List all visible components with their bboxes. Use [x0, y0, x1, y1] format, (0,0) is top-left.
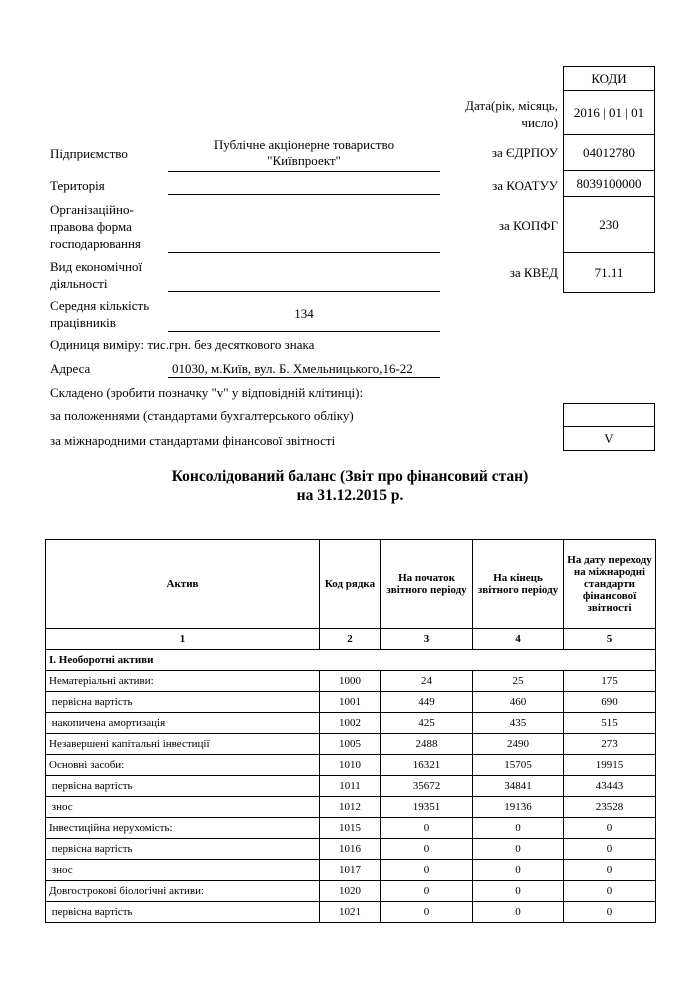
- table-row: [46, 881, 656, 902]
- row-transition-value: 273: [564, 734, 656, 755]
- staff-underline: [168, 331, 440, 332]
- koatuu-value: 8039100000: [563, 170, 655, 197]
- edrpou-value: 04012780: [563, 134, 655, 171]
- koatuu-label: за КОАТУУ: [492, 178, 558, 193]
- row-transition-value: 43443: [564, 776, 656, 797]
- row-name: Основні засоби:: [46, 755, 320, 776]
- row-transition-value: 23528: [564, 797, 656, 818]
- row-code: 1017: [320, 860, 381, 881]
- table-row: [46, 797, 656, 818]
- row-name: первісна вартість: [46, 776, 320, 797]
- header-code: Код рядка: [320, 540, 381, 629]
- report-date: на 31.12.2015 р.: [296, 487, 404, 504]
- table-row: [46, 818, 656, 839]
- date-value: 2016 | 01 | 01: [563, 90, 655, 135]
- row-code: 1010: [320, 755, 381, 776]
- table-row: [46, 734, 656, 755]
- table-row: [46, 776, 656, 797]
- row-start-value: 19351: [381, 797, 473, 818]
- staff-label-2: працівників: [50, 315, 116, 330]
- column-number-row: [46, 629, 656, 650]
- column-number: 2: [320, 629, 381, 650]
- territory-underline: [168, 194, 440, 195]
- row-start-value: 449: [381, 692, 473, 713]
- date-label: Дата(рік, місяць, число): [465, 98, 558, 130]
- row-name: знос: [46, 797, 320, 818]
- standards-national-checkbox[interactable]: [563, 403, 655, 427]
- header-asset: Актив: [46, 540, 320, 629]
- row-transition-value: 0: [564, 818, 656, 839]
- enterprise-label: Підприємство: [50, 146, 128, 161]
- compiled-text: Складено (зробити позначку "v" у відповідній клітинці):: [50, 385, 364, 400]
- row-code: 1002: [320, 713, 381, 734]
- address-value: 01030, м.Київ, вул. Б. Хмельницького,16-22: [172, 361, 413, 376]
- codes-header: КОДИ: [563, 66, 655, 91]
- row-start-value: 0: [381, 860, 473, 881]
- row-name: первісна вартість: [46, 902, 320, 923]
- standards-international-checkbox[interactable]: V: [563, 426, 655, 451]
- enterprise-value-line1: Публічне акціонерне товариство: [213, 137, 395, 152]
- enterprise-underline: [168, 171, 440, 172]
- standards-national-label: за положеннями (стандартами бухгалтерського обліку): [50, 408, 354, 423]
- row-name: знос: [46, 860, 320, 881]
- row-end-value: 0: [473, 881, 564, 902]
- row-end-value: 15705: [473, 755, 564, 776]
- section-row: [46, 650, 656, 671]
- staff-value: 134: [294, 306, 314, 321]
- row-end-value: 0: [473, 860, 564, 881]
- row-name: Інвестиційна нерухомість:: [46, 818, 320, 839]
- row-code: 1012: [320, 797, 381, 818]
- kved-value: 71.11: [563, 252, 655, 293]
- row-start-value: 16321: [381, 755, 473, 776]
- row-code: 1021: [320, 902, 381, 923]
- row-start-value: 0: [381, 902, 473, 923]
- row-name: Довгострокові біологічні активи:: [46, 881, 320, 902]
- row-code: 1000: [320, 671, 381, 692]
- row-end-value: 0: [473, 839, 564, 860]
- territory-label: Територія: [50, 178, 105, 193]
- staff-label-1: Середня кількість: [50, 298, 150, 313]
- row-transition-value: 0: [564, 881, 656, 902]
- standards-international-label: за міжнародними стандартами фінансової звітності: [50, 433, 336, 448]
- row-name: первісна вартість: [46, 692, 320, 713]
- row-name: Нематеріальні активи:: [46, 671, 320, 692]
- report-title: Консолідований баланс (Звіт про фінансовий стан): [171, 468, 529, 485]
- row-start-value: 2488: [381, 734, 473, 755]
- org-form-label-1: Організаційно-: [50, 202, 134, 217]
- row-code: 1005: [320, 734, 381, 755]
- row-transition-value: 0: [564, 860, 656, 881]
- row-code: 1015: [320, 818, 381, 839]
- row-start-value: 24: [381, 671, 473, 692]
- table-row: [46, 839, 656, 860]
- table-row: [46, 902, 656, 923]
- row-code: 1020: [320, 881, 381, 902]
- header-start: На початок звітного періоду: [381, 540, 473, 629]
- unit-text: Одиниця виміру: тис.грн. без десяткового знака: [50, 337, 315, 352]
- header-end: На кінець звітного періоду: [473, 540, 564, 629]
- row-end-value: 25: [473, 671, 564, 692]
- row-end-value: 0: [473, 818, 564, 839]
- column-number: 5: [564, 629, 656, 650]
- row-start-value: 0: [381, 881, 473, 902]
- table-row: [46, 860, 656, 881]
- row-start-value: 425: [381, 713, 473, 734]
- row-name: Незавершені капітальні інвестиції: [46, 734, 320, 755]
- row-code: 1016: [320, 839, 381, 860]
- row-transition-value: 0: [564, 902, 656, 923]
- column-number: 3: [381, 629, 473, 650]
- row-end-value: 2490: [473, 734, 564, 755]
- header-transition: На дату переходу на міжнародні стандарти фінансової звітності: [564, 540, 656, 629]
- activity-underline: [168, 291, 440, 292]
- row-end-value: 460: [473, 692, 564, 713]
- table-row: [46, 671, 656, 692]
- row-name: первісна вартість: [46, 839, 320, 860]
- section-title: I. Необоротні активи: [46, 650, 656, 671]
- org-form-label-3: господарювання: [50, 236, 141, 251]
- row-end-value: 19136: [473, 797, 564, 818]
- activity-label-1: Вид економічної: [50, 259, 143, 274]
- table-row: [46, 755, 656, 776]
- edrpou-label: за ЄДРПОУ: [491, 145, 558, 160]
- org-form-label-2: правова форма: [50, 219, 132, 234]
- row-end-value: 435: [473, 713, 564, 734]
- activity-label-2: діяльності: [50, 276, 108, 291]
- column-number: 1: [46, 629, 320, 650]
- row-end-value: 0: [473, 902, 564, 923]
- balance-table: [45, 539, 656, 923]
- row-name: накопичена амортизація: [46, 713, 320, 734]
- row-end-value: 34841: [473, 776, 564, 797]
- kopfg-value: 230: [563, 196, 655, 253]
- kopfg-label: за КОПФГ: [498, 218, 558, 233]
- enterprise-value-line2: "Київпроект": [267, 153, 341, 168]
- address-underline: [168, 377, 440, 378]
- row-transition-value: 515: [564, 713, 656, 734]
- row-transition-value: 690: [564, 692, 656, 713]
- column-number: 4: [473, 629, 564, 650]
- row-start-value: 35672: [381, 776, 473, 797]
- row-code: 1011: [320, 776, 381, 797]
- address-label: Адреса: [50, 361, 91, 376]
- kved-label: за КВЕД: [509, 265, 558, 280]
- table-header-row: [46, 540, 656, 629]
- table-row: [46, 692, 656, 713]
- row-transition-value: 19915: [564, 755, 656, 776]
- row-start-value: 0: [381, 839, 473, 860]
- row-transition-value: 175: [564, 671, 656, 692]
- table-row: [46, 713, 656, 734]
- org-form-underline: [168, 252, 440, 253]
- row-start-value: 0: [381, 818, 473, 839]
- row-code: 1001: [320, 692, 381, 713]
- row-transition-value: 0: [564, 839, 656, 860]
